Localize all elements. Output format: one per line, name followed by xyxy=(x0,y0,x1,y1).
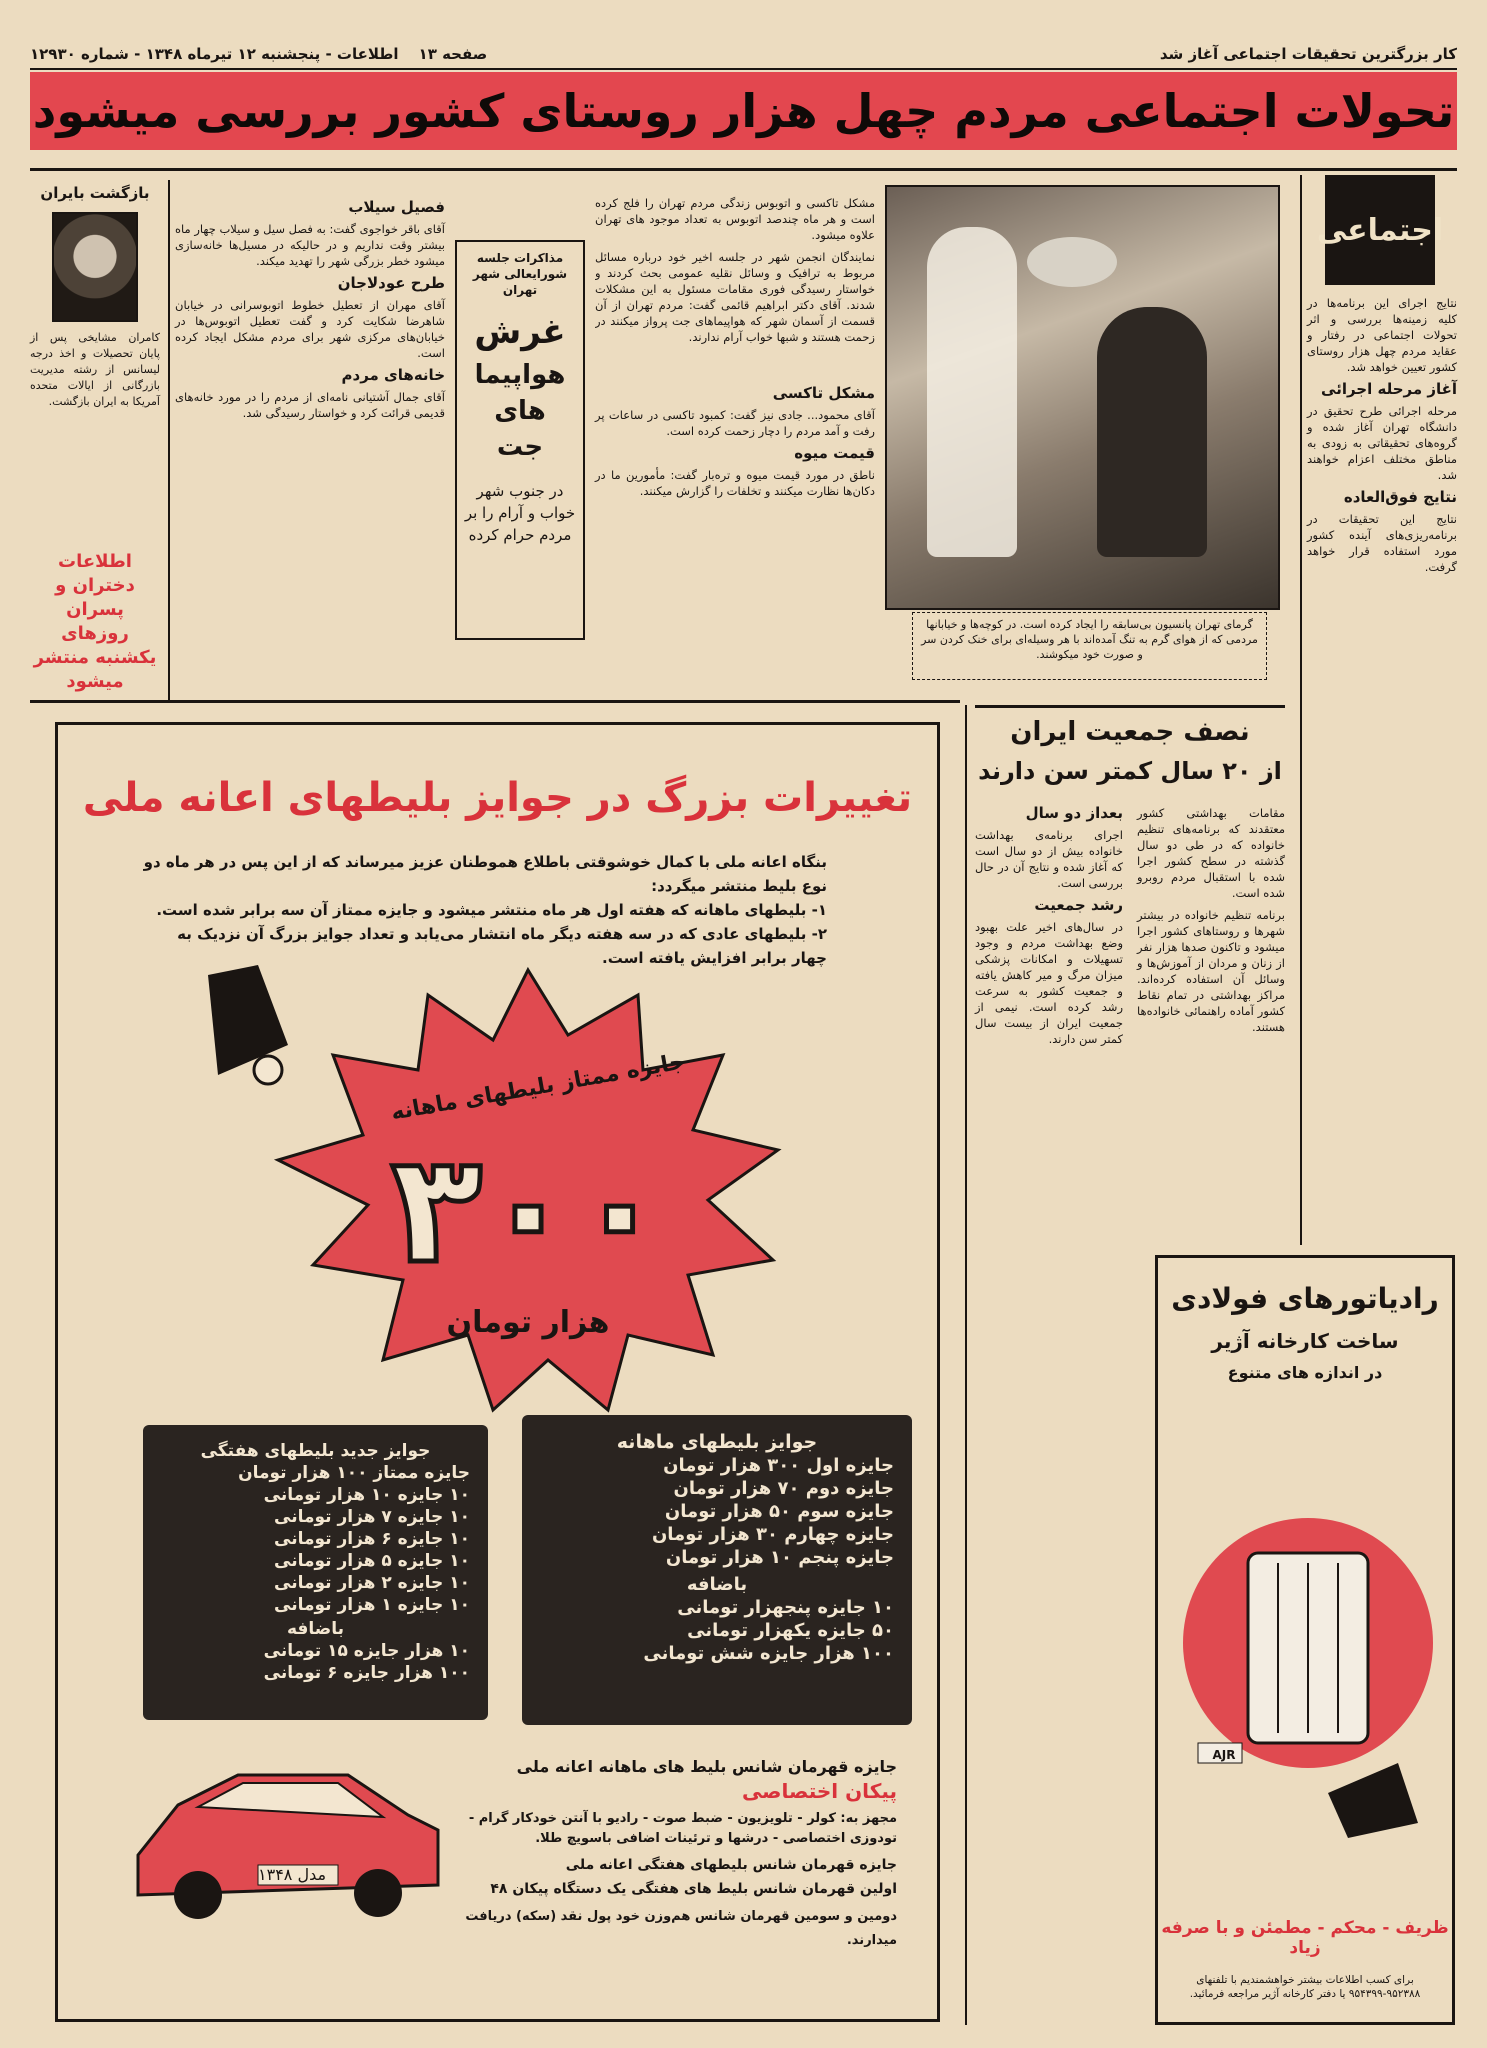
radiator-sizes: در اندازه های متنوع xyxy=(1227,1363,1383,1382)
right-sub2-text: نتایج این تحقیقات در برنامه‌ریزی‌های آینده کشور مورد استفاده قرار خواهد گرفت. xyxy=(1307,512,1457,574)
car-text: مجهز به: کولر - تلویزیون - ضبط صوت - رادیو با آنتن خودکار گرام - تودوزی اختصاصی - درشها و ترئینات اضافی باسویچ طلا. xyxy=(468,1811,897,1846)
middle-column xyxy=(595,195,875,695)
population-title: نصف جمعیت ایران xyxy=(1010,717,1250,747)
population-filler: برنامه تنظیم خانواده در بیشتر شهرها و روستاهای کشور اجرا میشود و تاکنون صدها هزار نفر از زنان و مردان از آموزش‌ها و وسائل آن استفاده کرده‌اند. مراکز بهداشتی در تمام نقاط کشور آماده راهنمائی خانواده‌ها هستند. xyxy=(1137,908,1285,1034)
monthly-prize: جایزه سوم ۵۰ هزار تومان xyxy=(664,1501,894,1522)
population-sub1: بعداز دو سال xyxy=(1025,804,1123,822)
left-text2: آقای مهران از تعطیل خطوط اتوبوسرانی در خیابان شاهرضا شکایت کرد و گفت تعطیل اتوبوس‌ها در خیابان‌های مرکزی شهر برای مردم مشکل ایجاد کرده است. xyxy=(175,298,445,360)
header-left: اطلاعات - پنجشنبه ۱۲ تیرماه ۱۳۴۸ - شماره ۱۲۹۳۰ xyxy=(30,45,399,63)
weekly-prize: ۱۰ جایزه ۱۰ هزار تومانی xyxy=(263,1485,470,1505)
weekly-prize: ۱۰ جایزه ۷ هزار تومانی xyxy=(274,1507,470,1527)
main-headline-band xyxy=(30,72,1457,150)
left-sub-project: طرح عودلاجان xyxy=(337,274,445,292)
weekly-prize: جایزه ممتاز ۱۰۰ هزار تومان xyxy=(238,1463,470,1483)
middle-sub-taxi: مشکل تاکسی xyxy=(772,384,875,402)
star-label: جایزه ممتاز بلیطهای ماهانه xyxy=(389,1049,687,1126)
weekly-prize: ۱۰ جایزه ۱ هزار تومانی xyxy=(274,1595,470,1615)
right-sub1-text: مرحله اجرائی طرح تحقیق در دانشگاه تهران آغاز شده و گروه‌های تحقیقاتی به زودی به مناطق مختلف اعزام خواهند شد. xyxy=(1307,404,1457,482)
middle-text1: مشکل تاکسی و اتوبوس زندگی مردم تهران را فلج کرده است و هر ماه چندصد اتوبوس به تعداد موجود های تهران علاوه میشود. xyxy=(595,196,875,242)
weekly-extra: ۱۰۰ هزار جایزه ۶ تومانی xyxy=(263,1663,470,1683)
car-wheel xyxy=(174,1871,222,1919)
lottery-intro: بنگاه اعانه ملی با کمال خوشوقتی باطلاع هموطنان عزیز میرساند که از این پس در هر ماه دو نوع بلیط منتشر میگردد: xyxy=(143,853,827,895)
radiator-brand: AJR xyxy=(1212,1748,1236,1762)
car-wheel xyxy=(354,1869,402,1917)
jet-box-line3: های xyxy=(494,396,546,426)
car-text3: اولین قهرمان شانس بلیط های هفتگی یک دستگاه پیکان ۴۸ xyxy=(490,1881,897,1897)
monthly-prize: جایزه دوم ۷۰ هزار تومان xyxy=(673,1478,894,1499)
population-text2: اجرای برنامه‌ی بهداشت خانواده بیش از دو سال است که آغاز شده و نتایج آن در حال بررسی است. xyxy=(975,828,1123,890)
return-column xyxy=(30,180,160,700)
left-col-separator xyxy=(168,180,170,700)
left-articles xyxy=(175,195,445,695)
big-prize-currency: هزار تومان xyxy=(446,1305,610,1340)
jet-noise-box xyxy=(455,240,585,640)
photo-figure-1 xyxy=(927,227,1017,557)
radiator-ad xyxy=(1155,1255,1455,2025)
jet-box-line2: هواپیما xyxy=(474,360,566,390)
middle-text3: ناطق در مورد قیمت میوه و تره‌بار گفت: مأمورین ما در دکان‌ها نظارت میکنند و تخلفات را گزارش میکنند. xyxy=(595,468,875,498)
big-prize-number: ۳۰۰ xyxy=(390,1123,666,1297)
middle-filler: نمایندگان انجمن شهر در جلسه اخیر خود درباره مسائل مربوط به ترافیک و وسائل نقلیه عمومی بحث کردند و خواستار رسیدگی فوری مقامات مسئول به این مشکلات شدند. آقای دکتر ابراهیم قائمی گفت: مردم تهران از آن قسمت از آسمان شهر که هواپیماهای جت پرواز میکنند در زحمت هستند و شبها خواب آرام ندارند. xyxy=(595,250,875,344)
population-text3: در سال‌های اخیر علت بهبود وضع بهداشت مردم و وجود تسهیلات و امکانات پزشکی میزان مرگ و میر کاهش یافته و جمعیت کشور به سرعت رشد کرده است. نیمی از جمعیت ایران از بیست سال کمتر سن دارند. xyxy=(975,920,1123,1046)
monthly-prizes xyxy=(522,1415,912,1725)
left-sub-flood: فصیل سیلاب xyxy=(348,198,445,216)
monthly-extra-title: باضافه xyxy=(686,1574,748,1595)
jet-box-tail: در جنوب شهر خواب و آرام را بر مردم حرام کرده xyxy=(464,482,576,544)
header-right: کار بزرگترین تحقیقات اجتماعی آغاز شد xyxy=(1159,45,1457,63)
right-sub2: نتایج فوق‌العاده xyxy=(1343,488,1457,506)
population-top-rule xyxy=(975,705,1285,708)
radiator-slogan: ظریف - محکم - مطمئن و با صرفه زیاد xyxy=(1161,1918,1449,1958)
header-left-group xyxy=(30,45,487,63)
lottery-title: تغییرات بزرگ در جوایز بلیطهای اعانه ملی xyxy=(82,775,913,821)
photo-caption: گرمای تهران پانسیون بی‌سابقه را ایجاد کرده است. در کوچه‌ها و خیابانها مردمی که از هوای گرم به تنگ آمده‌اند با هر وسیله‌ای برای خنک کردن سر و صورت خود میکوشند. xyxy=(912,612,1267,680)
population-text1: مقامات بهداشتی کشور معتقدند که برنامه‌های تنظیم خانواده که در طی دو سال گذشته در سطح کشور اجرا شده با استقبال مردم روبرو شده است. xyxy=(1137,806,1285,900)
car-text4: دومین و سومین قهرمان شانس هم‌وزن خود پول نقد (سکه) دریافت میدارند. xyxy=(465,1909,897,1948)
lamp-icon xyxy=(168,955,318,1115)
radiator-footer: برای کسب اطلاعات بیشتر خواهشمندیم با تلفنهای ۹۵۲۳۸۸-۹۵۴۳۹۹ یا دفتر کارخانه آژیر مراجعه فرمائید. xyxy=(1189,1974,1421,2000)
monthly-extra: ۵۰ جایزه یکهزار تومانی xyxy=(687,1620,894,1641)
weekly-prize: ۱۰ جایزه ۶ هزار تومانی xyxy=(274,1529,470,1549)
weekly-extra-title: باضافه xyxy=(286,1619,345,1639)
person-portrait xyxy=(52,212,138,322)
left-sub-homes: خانه‌های مردم xyxy=(341,366,445,384)
mid-divider xyxy=(30,700,960,703)
jet-box-small: مذاکرات جلسه شورایعالی شهر تهران xyxy=(472,251,568,297)
return-title: بازگشت بایران xyxy=(40,184,150,202)
population-sub2: رشد جمعیت xyxy=(1034,896,1123,914)
monthly-prize: جایزه اول ۳۰۰ هزار تومان xyxy=(663,1455,894,1476)
right-intro: نتایج اجرای این برنامه‌ها در کلیه زمینه‌ها بررسی و اثر تحولات اجتماعی در رفتار و عقاید مردم چهل هزار روستای کشور تعیین خواهد شد. xyxy=(1307,296,1457,374)
lottery-point1: ۱- بلیطهای ماهانه که هفته اول هر ماه منتشر میشود و جایزه ممتاز آن سه برابر شده است. xyxy=(156,901,827,919)
radiator-subtitle: ساخت کارخانه آژیر xyxy=(1211,1329,1399,1353)
monthly-extra: ۱۰۰ هزار جایزه شش تومانی xyxy=(643,1643,894,1664)
right-sub1: آغاز مرحله اجرائی xyxy=(1321,380,1457,398)
car-headline: جایزه قهرمان شانس بلیط های ماهانه اعانه ملی xyxy=(516,1757,897,1776)
car-illustration xyxy=(118,1735,448,1935)
middle-text2: آقای محمود... جادی نیز گفت: کمبود تاکسی در ساعات پر رفت و آمد مردم را دچار زحمت کرده است. xyxy=(595,408,875,438)
right-column xyxy=(1307,175,1457,1255)
population-separator xyxy=(965,705,967,2025)
lottery-point2: ۲- بلیطهای عادی که در سه هفته دیگر ماه انتشار می‌یابد و تعداد جوایز بزرگ آن نزدیک به چهار برابر افزایش یافته است. xyxy=(177,925,827,967)
street-photo xyxy=(885,185,1280,610)
photo-bowl xyxy=(1027,237,1117,287)
car-name: پیکان اختصاصی xyxy=(741,1779,897,1803)
monthly-prize: جایزه چهارم ۳۰ هزار تومان xyxy=(651,1524,894,1545)
car-prize-block xyxy=(427,1755,897,1953)
monthly-prize: جایزه پنجم ۱۰ هزار تومان xyxy=(665,1547,894,1568)
weekly-prizes xyxy=(143,1425,488,1720)
monthly-extra: ۱۰ جایزه پنجهزار تومانی xyxy=(677,1597,894,1618)
jet-box-line4: جت xyxy=(496,432,544,462)
weekly-prize: ۱۰ جایزه ۵ هزار تومانی xyxy=(274,1551,470,1571)
left-text3: آقای جمال آشتیانی نامه‌ای از مردم را در مورد خانه‌های قدیمی قرائت کرد و خواستار رسیدگی شد. xyxy=(175,390,445,420)
radiator-chair xyxy=(1328,1763,1418,1838)
left-text1: آقای باقر خواجوی گفت: به فصل سیل و سیلاب چهار ماه بیشتر وقت نداریم و در حالیکه در مسیل‌ها خانه‌سازی میشود خطر بزرگی شهر را تهدید میکند. xyxy=(175,222,445,268)
top-divider xyxy=(30,168,1457,171)
radiator-illustration xyxy=(1178,1493,1438,1873)
photo-figure-2 xyxy=(1097,307,1207,557)
header-strip xyxy=(30,40,1457,70)
section-badge: اجتماعی xyxy=(1325,175,1435,285)
page-number: صفحه ۱۳ xyxy=(418,45,488,63)
car-text2: جایزه قهرمان شانس بلیطهای هفتگی اعانه ملی xyxy=(565,1857,897,1873)
middle-sub-fruit: قیمت میوه xyxy=(794,444,875,462)
return-notice: اطلاعات دختران و پسران روزهای یکشنبه منتشر میشود xyxy=(33,551,157,692)
right-col-separator xyxy=(1300,175,1302,1245)
weekly-title: جوایز جدید بلیطهای هفتگی xyxy=(200,1441,431,1461)
lottery-ad xyxy=(55,722,940,2022)
weekly-prize: ۱۰ جایزه ۲ هزار تومانی xyxy=(274,1573,470,1593)
return-text: کامران مشایخی پس از پایان تحصیلات و اخذ درجه لیسانس از رشته مدیریت بازرگانی از ایالات متحده آمریکا به ایران بازگشت. xyxy=(30,331,160,408)
weekly-extra: ۱۰ هزار جایزه ۱۵ تومانی xyxy=(263,1641,470,1661)
population-subtitle: از ۲۰ سال کمتر سن دارند xyxy=(978,757,1282,785)
car-plate: مدل ۱۳۴۸ xyxy=(258,1865,327,1884)
jet-box-line1: غرش xyxy=(474,312,566,352)
lottery-intro-block xyxy=(138,850,827,970)
radiator-title: رادیاتورهای فولادی xyxy=(1171,1282,1439,1315)
monthly-title: جوایز بلیطهای ماهانه xyxy=(616,1431,818,1453)
main-headline: تحولات اجتماعی مردم چهل هزار روستای کشور بررسی میشود xyxy=(32,84,1455,138)
